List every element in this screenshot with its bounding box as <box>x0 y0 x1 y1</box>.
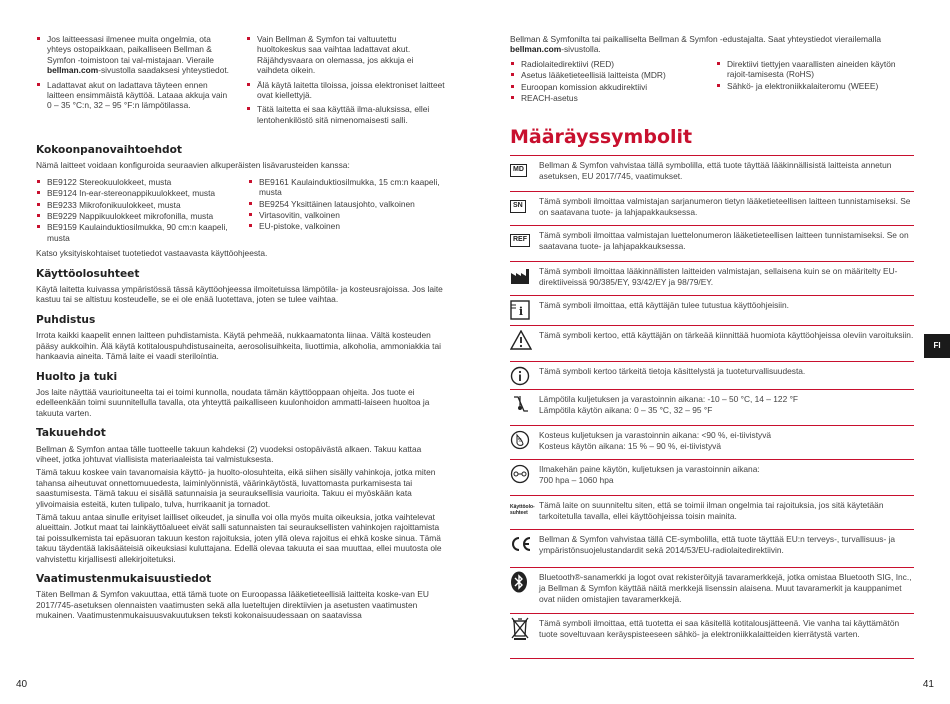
symbol-description: Tämä symboli ilmoittaa valmistajan luettelonumeron lääketieteellisen laitteen tunnistamiseksi. Se on saatavana tuote- ja lahjapakkauksessa. <box>539 230 909 251</box>
symbol-description: Tämä symboli ilmoittaa, että tuotetta ei saa käsitellä kotitalousjätteenä. Vie vanha tai käyttämätön tuote soveltuvaan keräyspisteeseen sähkö- ja elektroniikkalaitteiden kierrätystä varten. <box>539 618 900 639</box>
directive-item: Sähkö- ja elektroniikkalaiteromu (WEEE) <box>716 81 914 91</box>
directive-item: REACH-asetus <box>510 93 708 103</box>
directive-item: Direktiivi tiettyjen vaarallisten aineiden käytön rajoit-tamisesta (RoHS) <box>716 59 914 80</box>
vaatimustenmukaisuus-heading: Vaatimustenmukaisuustiedot <box>36 573 212 585</box>
takuuehdot-heading: Takuuehdot <box>36 427 106 440</box>
accessory-item: BE9122 Stereokuulokkeet, musta <box>36 177 234 187</box>
accessory-item: BE9233 Mikrofonikuulokkeet, musta <box>36 200 234 210</box>
directive-item: Asetus lääketieteellisiä laitteista (MDR) <box>510 70 708 80</box>
sn-icon: SN <box>510 196 534 216</box>
vaatimustenmukaisuus-text: Täten Bellman & Symfon vakuuttaa, että tämä tuote on Euroopassa lääketieteellisiä laitteita koske-van EU 2017/745-asetuksen olennaisten vaatimusten sekä alla lueteltujen direktiivien ja asetusten vaatimusten mukainen. Vaatimustenmukaisuusvakuutuksen teksti kokonaisuudessaan on saatavissa <box>36 589 429 621</box>
right-intro: Bellman & Symfonilta tai paikalliselta Bellman & Symfon -edustajalta. Saat yhteystiedot vierailemalla bellman.com-sivustolla. Radiolaitedirektiivi (RED) Asetus lääketieteellisiä laitteista (MDR) Euroopan komission akkudirektiivi REACH-asetus Direktiivi tiettyjen vaarallisten aineiden käytön rajoit-tamisesta (RoHS) Sähkö- ja elektroniikkalaiteromu (WEEE) <box>510 34 914 104</box>
symbol-description: Tämä symboli ilmoittaa valmistajan sarjanumeron tietyn lääketieteellisen laitteen tunnistamiseksi. Se on saatavana tuote- ja lahjapakkauksessa. <box>539 196 911 217</box>
accessory-item: EU-pistoke, valkoinen <box>248 221 446 231</box>
svg-text:i: i <box>518 305 524 318</box>
accessory-item: Virtasovitin, valkoinen <box>248 210 446 220</box>
symbols-end-divider <box>510 658 914 659</box>
takuuehdot-p1: Bellman & Symfon antaa tälle tuotteelle takuun kahdeksi (2) vuodeksi ostopäivästä alkaen. Takuu kattaa viheet, jotka johtuvat viallisista materiaaleista tai valmistuksesta. <box>36 443 422 464</box>
kokoonpano-intro: Nämä laitteet voidaan konfiguroida seuraavien alkuperäisten lisävarusteiden kanssa: <box>36 160 350 171</box>
symbol-row <box>510 230 914 252</box>
bullet-battery-replace: Vain Bellman & Symfon tai valtuutettu huoltokeskus saa vaihtaa ladattavat akut. Räjähdysvaara on olemassa, jos akkuja ei vaihdeta oikein. <box>246 34 446 76</box>
kayttoolosuhteet-heading: Käyttöolosuhteet <box>36 267 140 280</box>
accessory-item: BE9161 Kaulainduktiosilmukka, 15 cm:n kaapeli, musta <box>248 177 446 198</box>
symbol-description: Bellman & Symfon vahvistaa tällä symbolilla, että tuote täyttää lääkinnällisistä laitteista annetun asetuksen, EU 2017/745, vaatimukset. <box>539 160 892 181</box>
svg-text:%: % <box>517 438 523 444</box>
symbol-row <box>510 196 914 218</box>
bullet-contact: Jos laitteessasi ilmenee muita ongelmia, ota yhteys ostopaikkaan, paikalliseen Bellman & Symfon -toimistoon tai val-mistajaan. Vieraile bellman.com-sivustolla saadaksesi yhteystiedot. <box>36 34 232 76</box>
accessory-item: BE9124 In-ear-stereonappikuulokkeet, musta <box>36 188 234 198</box>
symbol-row <box>510 430 914 452</box>
symbol-row <box>510 160 914 182</box>
symbol-row <box>510 618 914 640</box>
ce-icon <box>510 534 534 554</box>
bullet-charging: Ladattavat akut on ladattava täyteen ennen laitteen ensimmäistä käyttöä. Lataaa akkuja vain 0 – 35 °C:n, 32 – 95 °F:n lämpötilassa. <box>36 80 232 111</box>
puhdistus-heading: Puhdistus <box>36 313 96 326</box>
symbol-description: Tämä laite on suunniteltu siten, että se toimii ilman ongelmia tai rajoituksia, jos sitä käytetään tarkoitetulla tavalla, ellei käyttöohjeissa toisin mainita. <box>539 500 884 521</box>
temperature-icon <box>510 394 534 414</box>
usage-conditions-icon: Käyttöolo-suhteet <box>510 504 535 516</box>
maaraayssymbolit-title: Määräyssymbolit <box>510 126 693 148</box>
consult-instructions-icon <box>510 300 534 320</box>
caution-icon <box>510 330 534 350</box>
symbol-row <box>510 394 914 416</box>
bullet-no-electronics: Älä käytä laitetta tiloissa, joissa elektroniset laitteet ovat kiellettyjä. <box>246 80 446 101</box>
page-number-left: 40 <box>16 679 28 690</box>
symbol-row <box>510 500 914 522</box>
website-link-right[interactable]: bellman.com <box>510 44 562 55</box>
language-tab-fi[interactable]: FI <box>924 334 950 358</box>
symbol-description: Ilmakehän paine käytön, kuljetuksen ja varastoinnin aikana: 700 hpa – 1060 hpa <box>539 464 760 485</box>
kokoonpano-heading: Kokoonpanovaihtoehdot <box>36 144 182 156</box>
symbol-row <box>510 464 914 486</box>
page-number-right: 41 <box>922 679 934 690</box>
kayttoolosuhteet-text: Käytä laitetta kuivassa ympäristössä tässä käyttöohjeessa ilmoitetuissa lämpötila- ja kosteusrajoissa. Jos laite kastuu tai se altistuu kosteudelle, se ei ole enää luotettava, joten se tulee vaihtaa. <box>36 284 443 305</box>
symbol-description: Tämä symboli kertoo, että käyttäjän on tärkeää kiinnittää huomiota käyttöohjeissa oleviin varoituksiin. <box>539 330 914 340</box>
symbol-description: Bluetooth®-sanamerkki ja logot ovat rekisteröityjä tavaramerkkejä, jotka omistaa Bluetooth SIG, Inc., ja Bellman & Symfon käyttää näitä merkkejä lisenssin alaisena. Muut tavaramerkit ja kauppanimet ovat niiden omistajien tavaramerkkejä. <box>539 572 912 604</box>
directive-item: Euroopan komission akkudirektiivi <box>510 82 708 92</box>
takuuehdot-p3: Tämä takuu antaa sinulle erityiset lailliset oikeudet, ja sinulla voi olla myös muita oikeuksia, jotka vaihtelevat alueittain. Jotkut maat tai lainkäyttöalueet eivät salli satunnaisten tai seurauksellisten vahinkojen rajoittamista tai poissulkemista tai epäsuoran takuun keston rajoituksia, joten yllä oleva rajoitus ei ehkä koske sinua. Tämä takuu täydentää lakisääteisiä oikeuksiasi kuluttajana. Edellä olevaa takuuta ei saa muuttaa, ellei muutosta ole vahvistettu kirjallisesti allekirjoitetuksi. <box>36 511 442 564</box>
symbol-row <box>510 534 914 556</box>
pressure-icon <box>510 464 534 484</box>
md-icon: MD <box>510 160 534 180</box>
accessory-item: BE9254 Yksittäinen latausjohto, valkoinen <box>248 199 446 209</box>
symbol-row <box>510 330 914 350</box>
symbol-description: Bellman & Symfon vahvistaa tällä CE-symbolilla, että tuote täyttää EU:n terveys-, turvallisuus- ja ympäristönsuojelustandardit sekä 2014/53/EU-radiolaitedirektiivin. <box>539 534 896 555</box>
ref-icon: REF <box>510 230 534 250</box>
bluetooth-icon <box>510 572 534 592</box>
accessory-item: BE9159 Kaulainduktiosilmukka, 90 cm:n kaapeli, musta <box>36 222 234 243</box>
left-col1-bullets <box>36 34 232 115</box>
symbol-description: Tämä symboli kertoo tärkeitä tietoja käsittelystä ja tuoteturvallisuudesta. <box>539 366 806 376</box>
huolto-text: Jos laite näyttää vaurioituneelta tai ei toimi kunnolla, noudata tämän käyttöoppaan ohjeita. Jos tuote ei edelleenkään toimi suunnitellulla tavalla, ota yhteyttä paikalliseen kuulonhoidon ammatti-laiseen huoltoa ja takuuta varten. <box>36 386 430 418</box>
kokoonpano-footer: Katso yksityiskohtaiset tuotetiedot vastaavasta käyttöohjeesta. <box>36 248 268 259</box>
symbol-row <box>510 572 914 605</box>
bullet-aircraft: Tätä laitetta ei saa käyttää ilma-aluksissa, ellei lentohenkilöstö sitä nimenomaisesti salli. <box>246 104 446 125</box>
info-icon <box>510 366 534 386</box>
website-link[interactable]: bellman.com <box>47 65 99 76</box>
manufacturer-icon <box>510 266 534 286</box>
symbol-description: Lämpötila kuljetuksen ja varastoinnin aikana: -10 – 50 °C, 14 – 122 °F Lämpötila käytön aikana: 0 – 35 °C, 32 – 95 °F <box>539 394 799 415</box>
symbol-description: Tämä symboli ilmoittaa lääkinnällisten laitteiden valmistajan, sellaisena kuin se on määritelty EU-direktiiveissä 90/385/EY, 93/42/EY ja 98/79/EY. <box>539 266 898 287</box>
left-main-text <box>36 138 446 624</box>
huolto-heading: Huolto ja tuki <box>36 370 118 383</box>
directive-item: Radiolaitedirektiivi (RED) <box>510 59 708 69</box>
takuuehdot-p2: Tämä takuu koskee vain tavanomaisia käyttö- ja huolto-olosuhteita, eikä siihen sisälly vahinkoja, jotka miten tahansa aiheutuvat onnettomuuedesta, laiminlyönnistä, väärinkäytöstä, luvattomasta purkamisesta tai saastumisesta. Tämä takuu ei sisällä satunnaisia ja seurauksellisia vaurioita. Takuu ei myöskään kata ylivoimaisia esteitä, kuten tulipalo, tulva, hurrikaanit ja tornadot. <box>36 467 436 509</box>
accessory-item: BE9229 Nappikuulokkeet mikrofonilla, musta <box>36 211 234 221</box>
symbol-description: Kosteus kuljetuksen ja varastoinnin aikana: <90 %, ei-tiivistyvä Kosteus käytön aikana: 15 % – 90 %, ei-tiivistyvä <box>539 430 772 451</box>
symbol-row <box>510 300 914 320</box>
symbol-description: Tämä symboli ilmoittaa, että käyttäjän tulee tutustua käyttöohjeisiin. <box>539 300 789 310</box>
humidity-icon <box>510 430 534 450</box>
puhdistus-text: Irrota kaikki kaapelit ennen laitteen puhdistamista. Käytä pehmeää, nukkaamatonta liinaa. Vältä kosteuden pääsy aukkoihin. Älä käytä kotitalouspuhdistusaineita, aerosolisuihkeita, liuottimia, alkoholia, ammoniakkia tai hankaavia aineita. Tämä laite ei vaadi steriloíntia. <box>36 330 442 362</box>
symbol-row <box>510 266 914 288</box>
symbol-row <box>510 366 914 386</box>
weee-bin-icon <box>510 618 534 638</box>
left-col2-bullets <box>246 34 446 129</box>
